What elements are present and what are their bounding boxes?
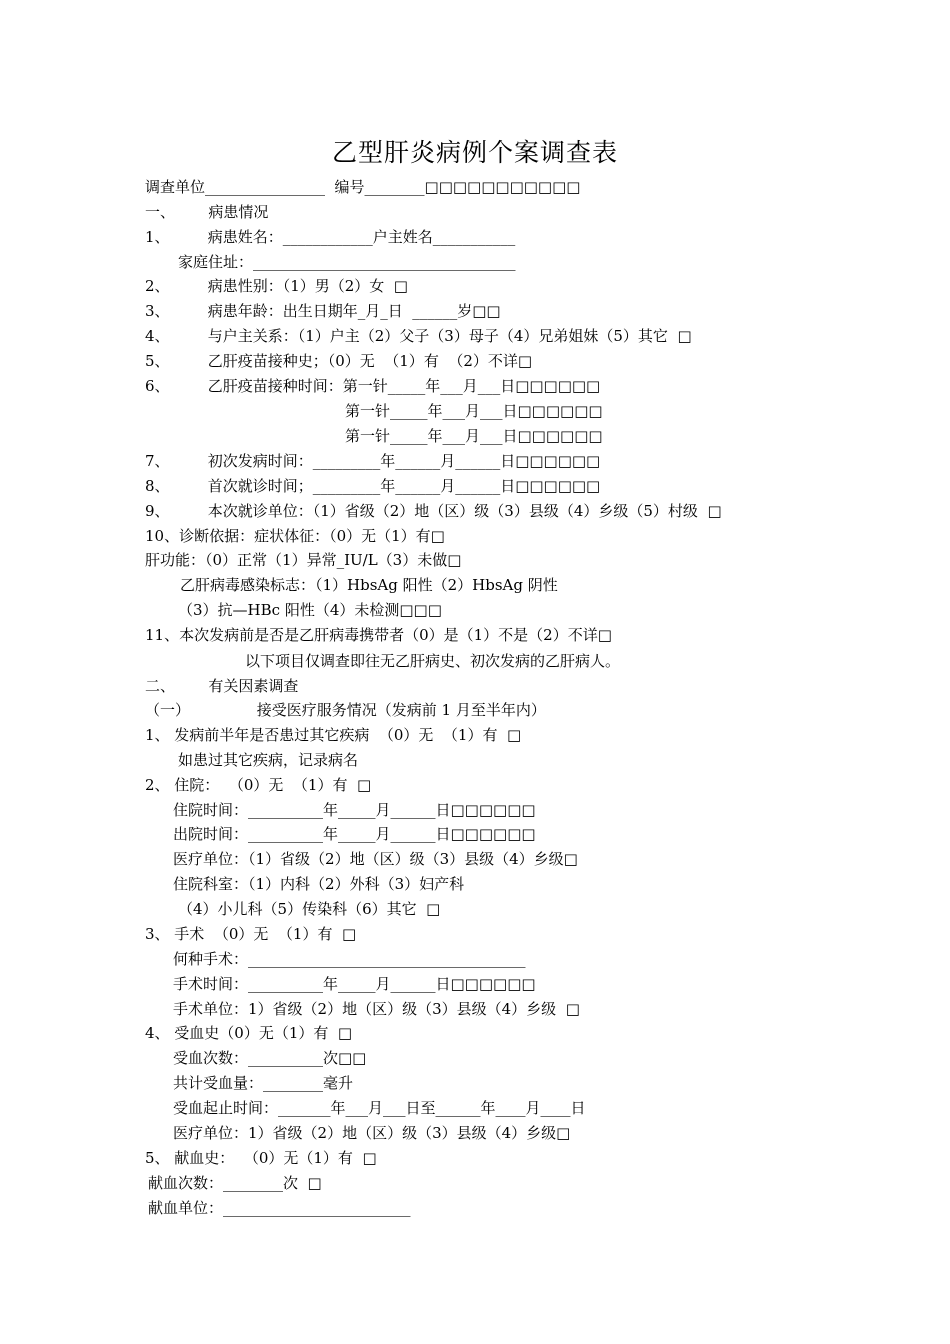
- item-10-hbv-markers: 乙肝病毒感染标志：（1）HbsAg 阳性（2）HbsAg 阴性: [180, 576, 558, 594]
- item-1-names: 1、 病患姓名：____________户主姓名___________: [145, 228, 516, 246]
- q3-surgery-unit: 手术单位：1）省级（2）地（区）级（3）县级（4）乡级 □: [173, 1000, 580, 1018]
- item-4-relation: 4、 与户主关系：（1）户主（2）父子（3）母子（4）兄弟姐妹（5）其它 □: [145, 327, 692, 345]
- q5-donation-count: 献血次数：________次 □: [148, 1174, 322, 1192]
- q2-hospitalization: 2、 住院： （0）无 （1）有 □: [145, 776, 372, 794]
- q4-medical-unit: 医疗单位：1）省级（2）地（区）级（3）县级（4）乡级□: [173, 1124, 571, 1142]
- q1-disease-name: 如患过其它疾病，记录病名: [178, 751, 359, 769]
- item-7-onset-date: 7、 初次发病时间：_________年______月______日□□□□□□: [145, 452, 601, 470]
- subsection-medical-services: （一） 接受医疗服务情况（发病前 1 月至半年内）: [145, 701, 546, 719]
- item-10-liver-function: 肝功能：（0）正常（1）异常_IU/L（3）未做□: [145, 551, 462, 569]
- item-8-first-visit-date: 8、 首次就诊时间；_________年______月______日□□□□□□: [145, 477, 601, 495]
- item-2-sex: 2、 病患性别：（1）男（2）女 □: [145, 277, 408, 295]
- item-10-diagnosis: 10、诊断依据：症状体征：（0）无（1）有□: [145, 527, 445, 545]
- item-6-vaccine-dose-3: 第一针_____年___月___日□□□□□□: [345, 427, 603, 445]
- q2-discharge-date: 出院时间：__________年_____月______日□□□□□□: [173, 825, 536, 843]
- scope-note: 以下项目仅调查即往无乙肝病史、初次发病的乙肝病人。: [245, 652, 621, 670]
- q5-donation-history: 5、 献血史： （0）无（1）有 □: [145, 1149, 377, 1167]
- item-6-vaccine-dose-2: 第一针_____年___月___日□□□□□□: [345, 402, 603, 420]
- item-6-vaccine-dose-1: 6、 乙肝疫苗接种时间：第一针_____年___月___日□□□□□□: [145, 377, 601, 395]
- item-5-vaccine-history: 5、 乙肝疫苗接种史；（0）无 （1）有 （2）不详□: [145, 352, 533, 370]
- q4-transfusion-count: 受血次数：__________次□□: [173, 1049, 367, 1067]
- q1-other-disease: 1、 发病前半年是否患过其它疾病 （0）无 （1）有 □: [145, 726, 522, 744]
- q2-department-cont: （4）小儿科（5）传染科（6）其它 □: [178, 900, 441, 918]
- form-title: 乙型肝炎病例个案调查表: [331, 138, 618, 167]
- item-9-visit-unit: 9、 本次就诊单位：（1）省级（2）地（区）级（3）县级（4）乡级（5）村级 □: [145, 502, 722, 520]
- q5-donation-unit: 献血单位：_________________________: [148, 1199, 411, 1217]
- q2-admission-date: 住院时间：__________年_____月______日□□□□□□: [173, 801, 536, 819]
- q4-transfusion-history: 4、 受血史（0）无（1）有 □: [145, 1024, 353, 1042]
- q4-transfusion-volume: 共计受血量：________毫升: [173, 1074, 354, 1092]
- header-unit-and-number: 调查单位________________ 编号________□□□□□□□□□□□: [145, 178, 581, 196]
- q4-transfusion-period: 受血起止时间：_______年___月___日至______年____月____日: [173, 1099, 586, 1117]
- q2-department: 住院科室：（1）内科（2）外科（3）妇产科: [173, 875, 465, 893]
- q3-surgery: 3、 手术 （0）无 （1）有 □: [145, 925, 357, 943]
- item-10-hbv-markers-cont: （3）抗—HBc 阳性（4）未检测□□□: [178, 601, 442, 619]
- q2-medical-unit: 医疗单位：（1）省级（2）地（区）级（3）县级（4）乡级□: [173, 850, 578, 868]
- item-11-carrier: 11、本次发病前是否是乙肝病毒携带者（0）是（1）不是（2）不详□: [145, 626, 612, 644]
- item-3-age: 3、 病患年龄：出生日期年_月_日 ______岁□□: [145, 302, 501, 320]
- section-1-heading: 一、 病患情况: [145, 203, 269, 221]
- q3-surgery-type: 何种手术：_____________________________________: [173, 950, 526, 968]
- section-2-heading: 二、 有关因素调查: [145, 677, 299, 695]
- q3-surgery-date: 手术时间：__________年_____月______日□□□□□□: [173, 975, 536, 993]
- item-1-address: 家庭住址：___________________________________: [178, 253, 516, 271]
